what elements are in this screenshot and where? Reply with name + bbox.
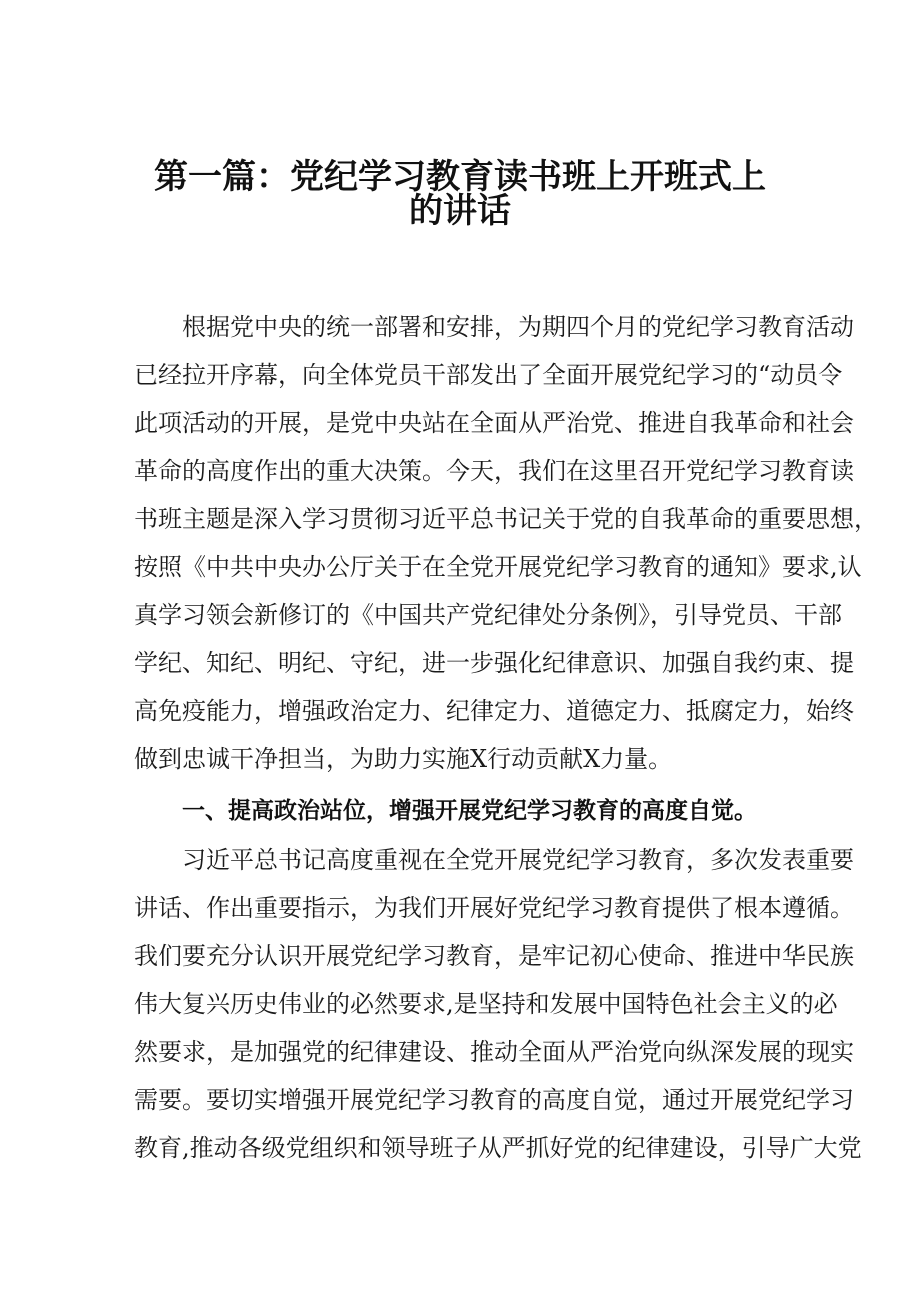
paragraph-1-line: 根据党中央的统一部署和安排，为期四个月的党纪学习教育活动: [182, 313, 854, 341]
document-title-line-1: 第一篇：党纪学习教育读书班上开班式上: [154, 157, 766, 197]
paragraph-1-line: 真学习领会新修订的《中国共产党纪律处分条例》，引导党员、干部: [134, 601, 842, 629]
document-title-line-2: 的讲话: [409, 191, 511, 231]
paragraph-1-line: 学纪、知纪、明纪、守纪，进一步强化纪律意识、加强自我约束、提: [134, 649, 854, 677]
paragraph-1-line: 高免疫能力，增强政治定力、纪律定力、道德定力、抵腐定力，始终: [134, 697, 854, 725]
paragraph-1-line: 革命的高度作出的重大决策。今天，我们在这里召开党纪学习教育读: [134, 457, 854, 485]
section-heading: 一、提高政治站位，增强开展党纪学习教育的高度自觉。: [182, 798, 757, 824]
paragraph-1-line: 按照《中共中央办公厅关于在全党开展党纪学习教育的通知》要求,认: [134, 553, 862, 581]
paragraph-1-line: 此项活动的开展，是党中央站在全面从严治党、推进自我革命和社会: [134, 409, 854, 437]
paragraph-2-line: 我们要充分认识开展党纪学习教育，是牢记初心使命、推进中华民族: [134, 942, 854, 970]
paragraph-1-line: 已经拉开序幕，向全体党员干部发出了全面开展党纪学习的“动员令: [134, 361, 843, 389]
paragraph-2-line: 需要。要切实增强开展党纪学习教育的高度自觉，通过开展党纪学习: [134, 1086, 854, 1114]
paragraph-1-line: 书班主题是深入学习贯彻习近平总书记关于党的自我革命的重要思想，: [134, 505, 878, 533]
paragraph-1-line: 做到忠诚干净担当，为助力实施X行动贡献X力量。: [134, 745, 673, 773]
paragraph-2-line: 伟大复兴历史伟业的必然要求,是坚持和发展中国特色社会主义的必: [134, 990, 838, 1018]
paragraph-2-line: 然要求，是加强党的纪律建设、推动全面从严治党向纵深发展的现实: [134, 1038, 854, 1066]
paragraph-2-line: 讲话、作出重要指示，为我们开展好党纪学习教育提供了根本遵循。: [134, 894, 854, 922]
paragraph-2-line: 教育,推动各级党组织和领导班子从严抓好党的纪律建设，引导广大党: [134, 1134, 862, 1162]
paragraph-2-line: 习近平总书记高度重视在全党开展党纪学习教育，多次发表重要: [182, 846, 854, 874]
